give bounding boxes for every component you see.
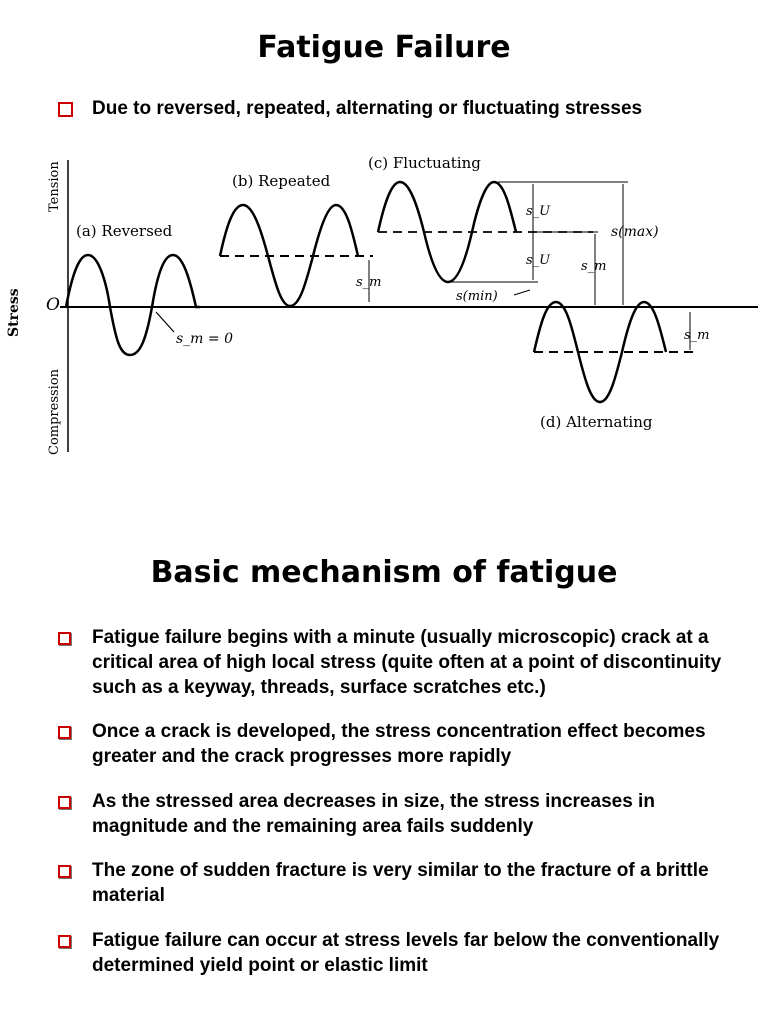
su-label-upper: s_U <box>526 204 551 219</box>
section-title: Basic mechanism of fatigue <box>150 555 618 590</box>
repeated-sm-label: s_m <box>356 275 382 290</box>
repeated-label: (b) Repeated <box>232 172 331 190</box>
smin-label: s(min) <box>456 289 498 304</box>
sm-zero-label: s_m = 0 <box>176 331 233 347</box>
fluct-sm-label: s_m <box>581 259 607 274</box>
mechanism-bullet-3 <box>58 789 748 839</box>
square-bullet-icon <box>58 796 71 809</box>
tension-label: Tension <box>47 161 62 212</box>
mechanism-bullet-5 <box>58 928 748 978</box>
square-bullet-icon <box>58 935 71 948</box>
origin-label: O <box>46 295 60 315</box>
mechanism-bullet-1 <box>58 625 748 700</box>
intro-bullet <box>58 96 748 121</box>
square-bullet-icon <box>58 726 71 739</box>
mechanism-bullet-text: As the stressed area decreases in size, the stress increases in magnitude and the remaining area fails suddenly <box>92 791 655 837</box>
square-bullet-icon <box>58 102 73 117</box>
fluctuating-label: (c) Fluctuating <box>368 154 481 172</box>
square-bullet-icon <box>58 865 71 878</box>
mechanism-bullet-2 <box>58 719 748 769</box>
stress-cycle-figure <box>6 140 768 475</box>
alternating-label: (d) Alternating <box>540 413 653 431</box>
mechanism-bullet-4 <box>58 858 748 908</box>
mechanism-bullet-text: Fatigue failure can occur at stress levels far below the conventionally determined yield point or elastic limit <box>92 930 720 976</box>
sm-zero-leader <box>156 312 174 332</box>
compression-label: Compression <box>47 368 62 455</box>
axis-label-stress: Stress <box>6 288 22 337</box>
reversed-label: (a) Reversed <box>76 222 173 240</box>
smax-label: s(max) <box>611 224 659 240</box>
page-title: Fatigue Failure <box>257 30 511 65</box>
smin-leader <box>514 290 530 295</box>
su-label-lower: s_U <box>526 253 551 268</box>
intro-bullet-text: Due to reversed, repeated, alternating or fluctuating stresses <box>92 98 643 119</box>
square-bullet-icon <box>58 632 71 645</box>
mechanism-bullet-text: The zone of sudden fracture is very similar to the fracture of a brittle material <box>92 860 709 906</box>
mechanism-bullet-text: Fatigue failure begins with a minute (usually microscopic) crack at a critical area of high local stress (quite often at a point of discontinuity such as a keyway, threads, surface scratches etc.) <box>92 627 722 698</box>
mechanism-bullet-text: Once a crack is developed, the stress concentration effect becomes greater and the crack progresses more rapidly <box>92 721 706 767</box>
alternating-sm-label: s_m <box>684 328 710 343</box>
